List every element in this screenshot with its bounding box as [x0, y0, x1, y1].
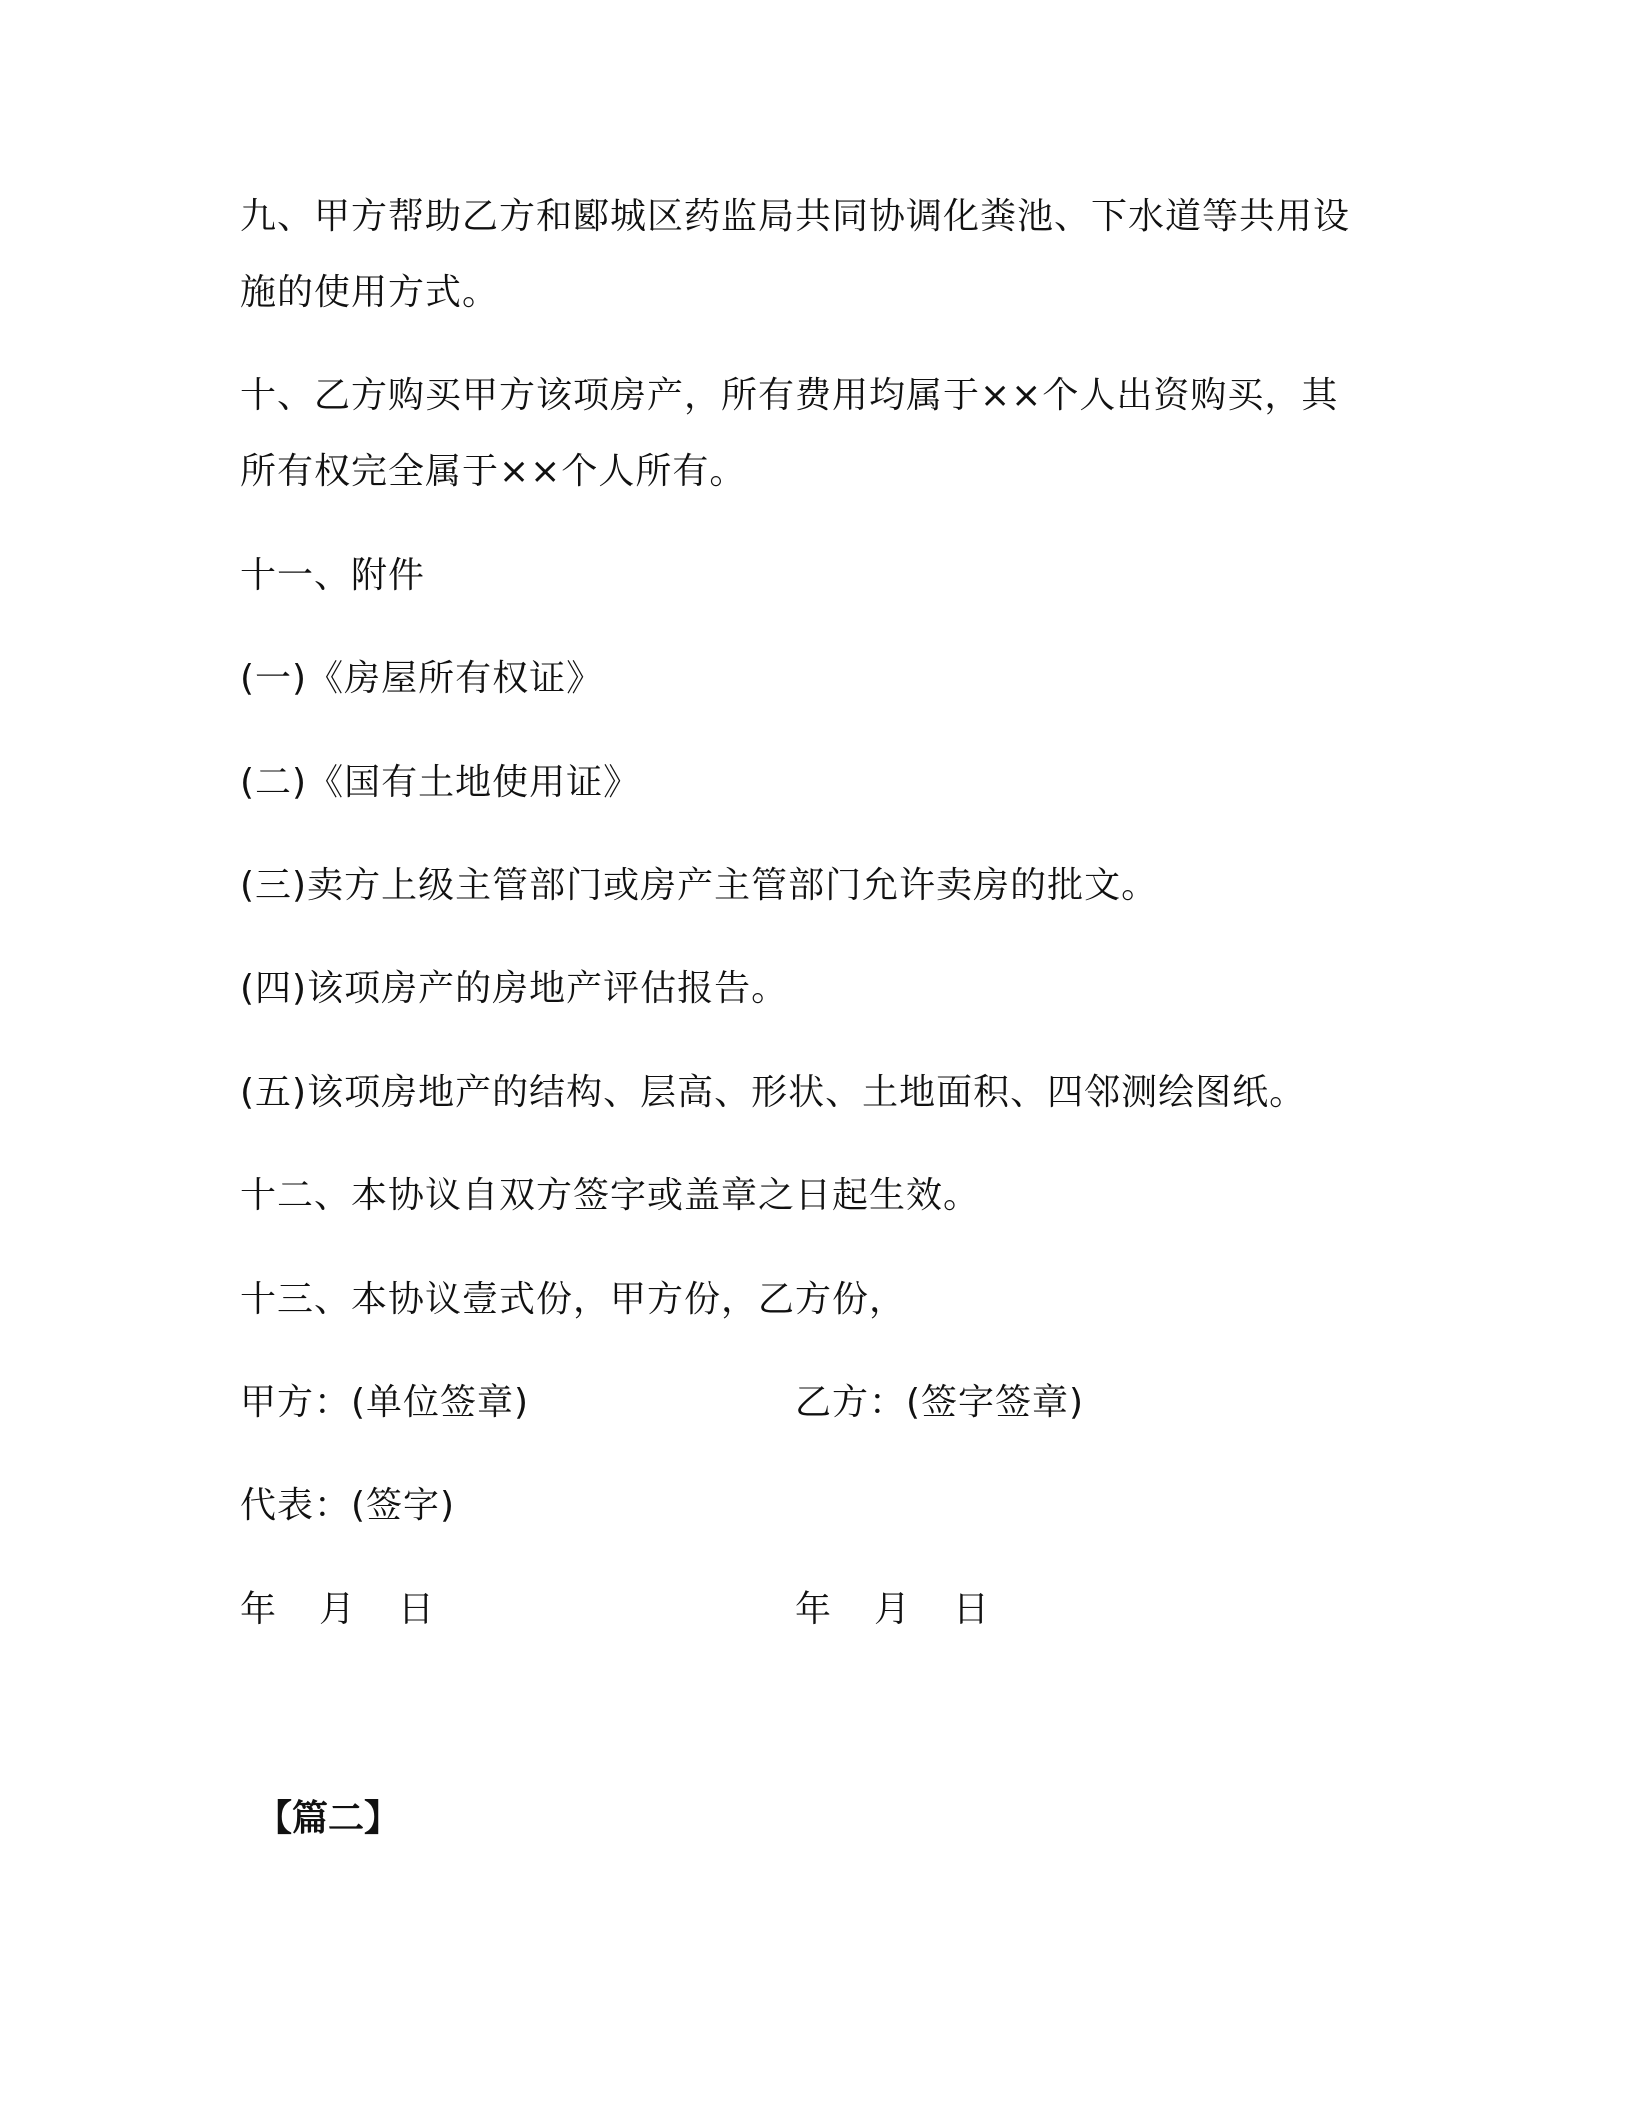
attachment-2: (二)《国有土地使用证》	[240, 762, 641, 803]
date-year: 年	[240, 1589, 278, 1630]
section-heading: 【篇二】	[256, 1798, 401, 1839]
representative-signature: 代表：(签字)	[240, 1485, 456, 1526]
attachment-3: (三)卖方上级主管部门或房产主管部门允许卖房的批文。	[240, 865, 1159, 906]
clause-nine-line2: 施的使用方式。	[240, 272, 500, 313]
date-year: 年	[795, 1589, 833, 1630]
party-a-date	[240, 1588, 435, 1632]
clause-ten-line2: 所有权完全属于××个人所有。	[240, 451, 747, 492]
date-day: 日	[398, 1589, 436, 1630]
clause-twelve: 十二、本协议自双方签字或盖章之日起生效。	[240, 1175, 981, 1216]
party-b-signature: 乙方：(签字签章)	[795, 1382, 1085, 1423]
clause-thirteen: 十三、本协议壹式份，甲方份，乙方份，	[240, 1279, 907, 1320]
date-month: 月	[319, 1589, 357, 1630]
clause-nine-line1: 九、甲方帮助乙方和郾城区药监局共同协调化粪池、下水道等共用设	[240, 196, 1351, 237]
attachment-4: (四)该项房产的房地产评估报告。	[240, 968, 789, 1009]
date-month: 月	[874, 1589, 912, 1630]
party-b-date	[795, 1588, 990, 1632]
clause-ten-line1: 十、乙方购买甲方该项房产，所有费用均属于××个人出资购买，其	[240, 375, 1339, 416]
attachment-5: (五)该项房地产的结构、层高、形状、土地面积、四邻测绘图纸。	[240, 1072, 1307, 1113]
attachment-1: (一)《房屋所有权证》	[240, 658, 604, 699]
date-day: 日	[953, 1589, 991, 1630]
party-a-signature: 甲方：(单位签章)	[240, 1382, 530, 1423]
clause-eleven-heading: 十一、附件	[240, 555, 426, 596]
